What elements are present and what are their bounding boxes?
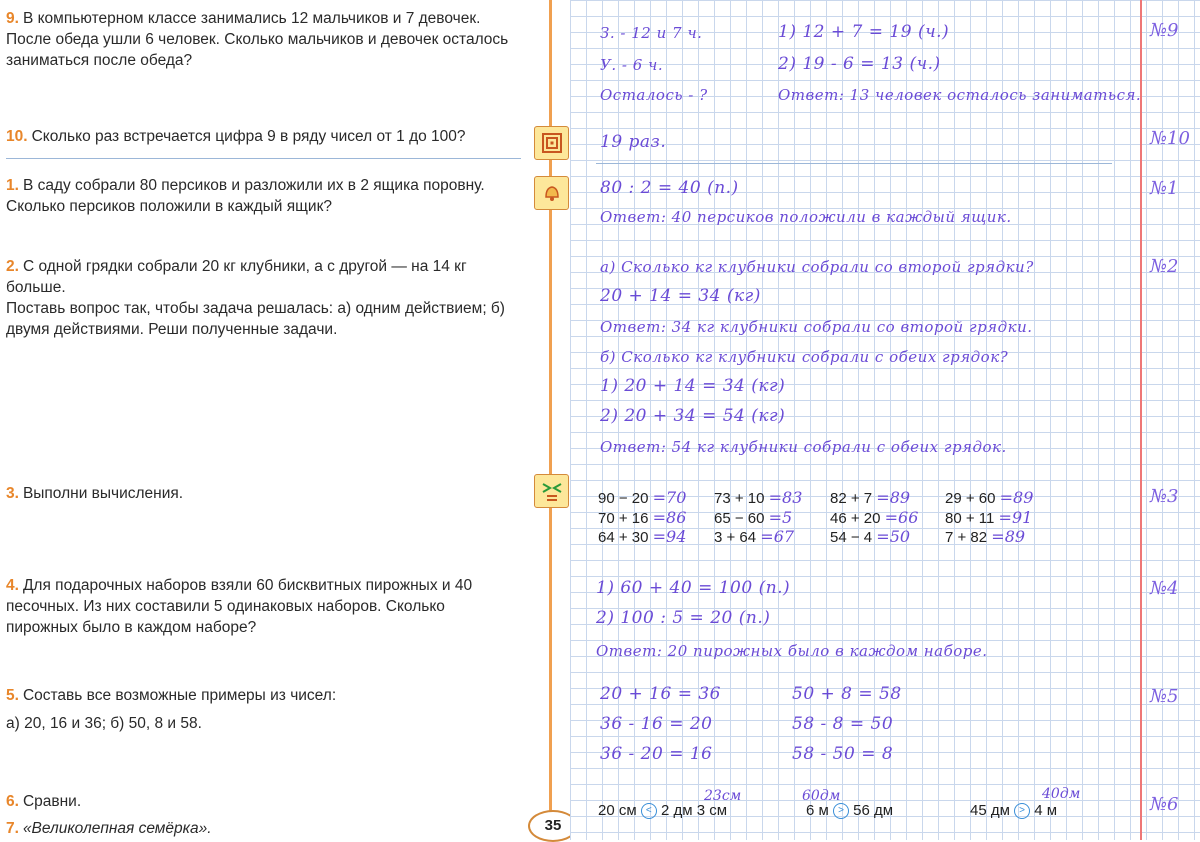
comparison-item: 45 дм > 4 м <box>970 802 1058 819</box>
solution-label-2: №2 <box>1150 256 1179 277</box>
compare-sign-icon: > <box>833 803 849 819</box>
calc-cell: 82 + 7 =89 <box>830 488 911 507</box>
task-2: 2. С одной грядки собрали 20 кг клубники, а с другой — на 14 кг больше. Поставь вопрос так, чтобы задача решалась: а) одним действием; б) двумя действиями. Реши полученные задачи. <box>6 258 505 338</box>
solution-4-line: 2) 100 : 5 = 20 (п.) <box>596 608 771 628</box>
calc-cell: 73 + 10 =83 <box>714 488 803 507</box>
solution-5-line: 58 - 50 = 8 <box>792 744 894 764</box>
solution-9-line: Осталось - ? <box>600 86 708 104</box>
calc-cell: 70 + 16 =86 <box>598 508 687 527</box>
solution-2-answer: Ответ: 54 кг клубники собрали с обеих грядок. <box>600 438 1007 456</box>
task-6: 6. Сравни. <box>6 793 82 810</box>
solution-2-line: 1) 20 + 14 = 34 (кг) <box>600 376 786 396</box>
calc-cell: 80 + 11 =91 <box>945 508 1033 527</box>
compare-sign-icon: < <box>641 803 657 819</box>
compare-sign-icon: > <box>1014 803 1030 819</box>
solution-5-line: 58 - 8 = 50 <box>792 714 894 734</box>
scissors-equals-icon <box>534 474 569 508</box>
task-3: 3. Выполни вычисления. <box>6 485 184 502</box>
comparison-item: 6 м > 56 дм <box>806 802 894 819</box>
calc-cell: 7 + 82 =89 <box>945 527 1026 546</box>
solution-2-line: б) Сколько кг клубники собрали с обеих грядок? <box>600 348 1009 366</box>
solution-label-4: №4 <box>1150 578 1179 599</box>
calc-cell: 29 + 60 =89 <box>945 488 1034 507</box>
task-1: 1. В саду собрали 80 персиков и разложили их в 2 ящика поровну. Сколько персиков положили в каждый ящик? <box>6 177 485 215</box>
solution-label-1: №1 <box>1150 178 1179 199</box>
calc-cell: 64 + 30 =94 <box>598 527 687 546</box>
solution-4-line: 1) 60 + 40 = 100 (п.) <box>596 578 791 598</box>
calc-cell: 54 − 4 =50 <box>830 527 911 546</box>
bell-icon <box>534 176 569 210</box>
solution-2-line: 2) 20 + 34 = 54 (кг) <box>600 406 786 426</box>
solution-5-line: 36 - 20 = 16 <box>600 744 713 764</box>
solution-1-answer: Ответ: 40 персиков положили в каждый ящик. <box>600 208 1012 226</box>
solution-label-3: №3 <box>1150 486 1179 507</box>
calc-cell: 3 + 64 =67 <box>714 527 795 546</box>
solution-9-answer: Ответ: 13 человек осталось заниматься. <box>778 86 1142 104</box>
comparison-item: 20 см < 2 дм 3 см <box>598 802 728 819</box>
solution-9-line: З. - 12 и 7 ч. <box>600 24 703 42</box>
page-number: 35 <box>528 810 578 842</box>
solution-label-10: №10 <box>1150 128 1190 149</box>
conversion-note: 60дм <box>802 788 841 804</box>
notebook-margin-line <box>1140 0 1142 840</box>
solution-label-5: №5 <box>1150 686 1179 707</box>
solution-10-answer: 19 раз. <box>600 132 667 152</box>
conversion-note: 40дм <box>1042 786 1081 802</box>
solution-1-line: 80 : 2 = 40 (п.) <box>600 178 739 198</box>
solution-2-line: а) Сколько кг клубники собрали со второй грядки? <box>600 258 1034 276</box>
solution-2-line: 20 + 14 = 34 (кг) <box>600 286 761 306</box>
solution-9-line: 1) 12 + 7 = 19 (ч.) <box>778 22 950 42</box>
task-4: 4. Для подарочных наборов взяли 60 бисквитных пирожных и 40 песочных. Из них составили 5 одинаковых наборов. Сколько пирожных было в каждом наборе? <box>6 577 473 636</box>
calc-cell: 46 + 20 =66 <box>830 508 919 527</box>
solution-9-line: 2) 19 - 6 = 13 (ч.) <box>778 54 941 74</box>
conversion-note: 23см <box>704 788 742 804</box>
task-10: 10. Сколько раз встречается цифра 9 в ряду чисел от 1 до 100? <box>6 128 466 145</box>
solution-4-answer: Ответ: 20 пирожных было в каждом наборе. <box>596 642 988 660</box>
solution-label-9: №9 <box>1150 20 1179 41</box>
task-7: 7. «Великолепная семёрка». <box>6 820 212 837</box>
solution-9-line: У. - 6 ч. <box>600 56 664 74</box>
solution-divider <box>596 163 1112 164</box>
solution-label-6: №6 <box>1150 794 1179 815</box>
task-9: 9. В компьютерном классе занимались 12 мальчиков и 7 девочек. После обеда ушли 6 человек. Сколько мальчиков и девочек осталось заниматься после обеда? <box>6 10 509 69</box>
calc-cell: 90 − 20 =70 <box>598 488 687 507</box>
task-5: 5. Составь все возможные примеры из чисел: а) 20, 16 и 36; б) 50, 8 и 58. <box>6 687 337 732</box>
textbook-page <box>0 0 540 840</box>
solution-2-answer: Ответ: 34 кг клубники собрали со второй грядки. <box>600 318 1033 336</box>
calc-cell: 65 − 60 =5 <box>714 508 793 527</box>
solution-5-line: 36 - 16 = 20 <box>600 714 713 734</box>
maze-icon <box>534 126 569 160</box>
solution-5-line: 50 + 8 = 58 <box>792 684 902 704</box>
solution-5-line: 20 + 16 = 36 <box>600 684 721 704</box>
section-divider <box>6 158 521 159</box>
